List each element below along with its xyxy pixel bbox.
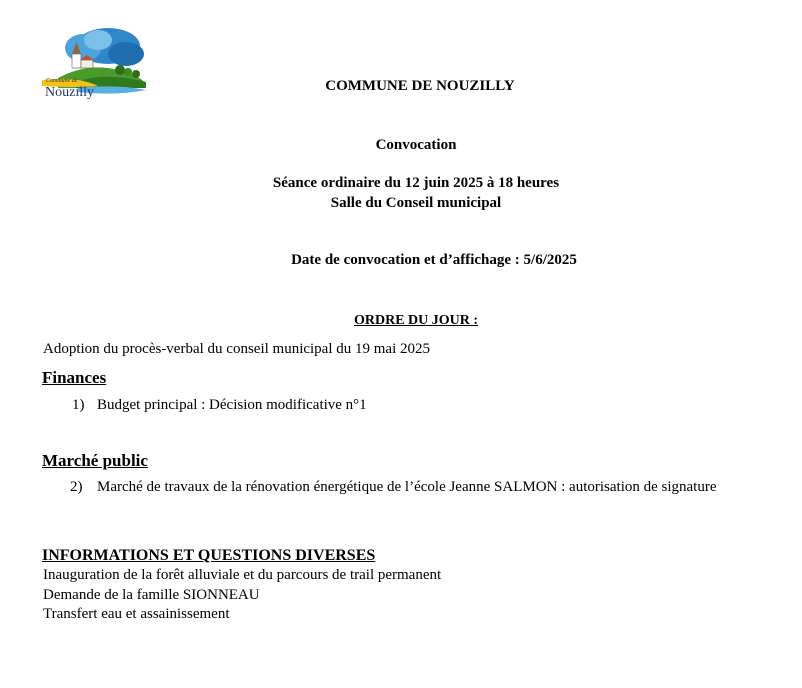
seance-line: Séance ordinaire du 12 juin 2025 à 18 heures <box>272 175 560 191</box>
convocation-title: Convocation <box>375 137 457 153</box>
info-line: Transfert eau et assainissement <box>43 606 230 622</box>
agenda-item-number: 2) <box>70 479 83 495</box>
logo-caption: Nouzilly <box>45 85 94 100</box>
logo-caption-small: Commune de <box>46 78 78 84</box>
adoption-line: Adoption du procès-verbal du conseil municipal du 19 mai 2025 <box>43 341 431 357</box>
agenda-item-number: 1) <box>72 397 85 413</box>
section-heading-marche-public: Marché public <box>42 451 148 470</box>
salle-line: Salle du Conseil municipal <box>330 195 502 211</box>
info-line: Inauguration de la forêt alluviale et du parcours de trail permanent <box>43 567 442 583</box>
section-heading-informations: INFORMATIONS ET QUESTIONS DIVERSES <box>42 547 376 564</box>
date-convocation-line: Date de convocation et d’affichage : 5/6/2025 <box>291 252 577 268</box>
info-line: Demande de la famille SIONNEAU <box>43 587 260 603</box>
agenda-item-text: Budget principal : Décision modificative n°1 <box>97 397 367 413</box>
section-heading-finances: Finances <box>42 368 107 387</box>
agenda-item-text: Marché de travaux de la rénovation énergétique de l’école Jeanne SALMON : autorisation de signature <box>97 479 717 495</box>
commune-title: COMMUNE DE NOUZILLY <box>325 78 515 94</box>
agenda-title: ORDRE DU JOUR : <box>353 313 479 328</box>
